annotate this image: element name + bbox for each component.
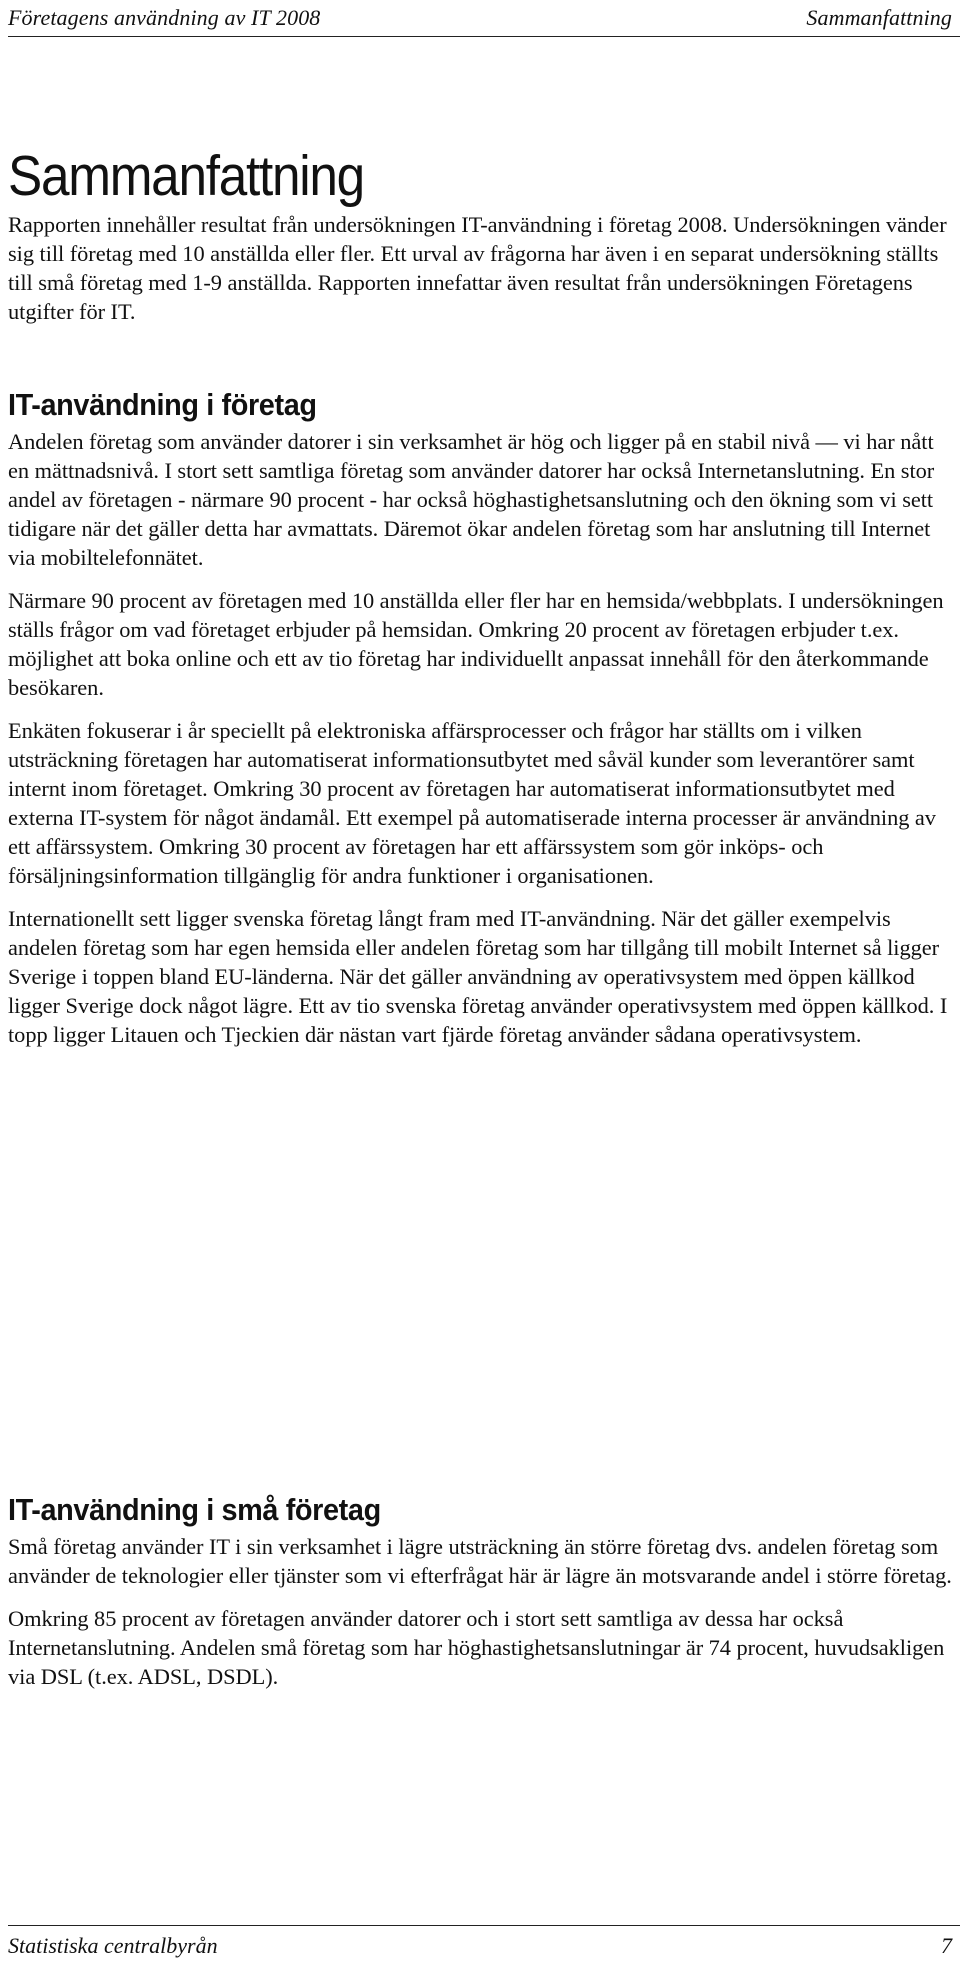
section-paragraph: Enkäten fokuserar i år speciellt på elektroniska affärsprocesser och frågor har ställts om i vilken utsträckning företagen har automatiserat informationsutbytet med såväl kunder som leverantörer samt internt inom företaget. Omkring 30 procent av företagen har automatiserat informationsutbytet med externa IT-system för något ändamål. Ett exempel på automatiserade interna processer är användning av ett affärssystem. Omkring 30 procent av företagen har ett affärssystem som gör inköps- och försäljningsinformation tillgänglig för andra funktioner i organisationen. <box>8 718 936 888</box>
section-paragraph: Internationellt sett ligger svenska företag långt fram med IT-användning. När det gäller exempelvis andelen företag som har egen hemsida eller andelen företag som har tillgång till mobilt Internet så ligger Sverige i toppen bland EU-länderna. När det gäller användning av operativsystem med öppen källkod ligger Sverige dock något lägre. Ett av tio svenska företag använder operativsystem med öppen källkod. I topp ligger Litauen och Tjeckien där nästan vart fjärde företag använder sådana operativsystem. <box>8 906 948 1047</box>
section-heading: IT-användning i företag <box>8 387 317 422</box>
section-paragraph: Andelen företag som använder datorer i sin verksamhet är hög och ligger på en stabil nivå — vi har nått en mättnadsnivå. I stort sett samtliga företag som använder datorer har också Internetanslutning. En stor andel av företagen - närmare 90 procent - har också höghastighetsanslutning och den ökning som vi sett tidigare när det gäller detta har avmattats. Däremot ökar andelen företag som har anslutning till Internet via mobiltelefonnätet. <box>8 429 935 570</box>
header-rule <box>8 36 960 37</box>
footer-publisher: Statistiska centralbyrån <box>8 1933 218 1958</box>
section-paragraph: Närmare 90 procent av företagen med 10 anställda eller fler har en hemsida/webbplats. I undersökningen ställs frågor om vad företaget erbjuder på hemsidan. Omkring 20 procent av företagen erbjuder t.ex. möjlighet att boka online och ett av tio företag har individuellt anpassat innehåll för den återkommande besökaren. <box>8 588 944 700</box>
running-header <box>8 0 952 36</box>
section-paragraph: Omkring 85 procent av företagen använder datorer och i stort sett samtliga av dessa har också Internetanslutning. Andelen små företag som har höghastighetsanslutningar är 74 procent, huvudsakligen via DSL (t.ex. ADSL, DSDL). <box>8 1606 945 1689</box>
footer-rule <box>8 1925 960 1926</box>
intro-section <box>8 210 960 326</box>
header-publication-title: Företagens användning av IT 2008 <box>8 5 321 30</box>
section-it-anvandning-foretag <box>8 388 960 1049</box>
intro-paragraph: Rapporten innehåller resultat från undersökningen IT-användning i företag 2008. Undersökningen vänder sig till företag med 10 anställda eller fler. Ett urval av frågorna har även i en separat undersökning ställts till små företag med 1-9 anställda. Rapporten innefattar även resultat från undersökningen Företagens utgifter för IT. <box>8 212 947 324</box>
section-it-anvandning-sma-foretag <box>8 1493 960 1691</box>
header-chapter-title: Sammanfattning <box>806 5 952 30</box>
running-footer <box>8 1928 952 1964</box>
page-title: Sammanfattning <box>8 144 364 208</box>
section-heading: IT-användning i små företag <box>8 1492 381 1527</box>
page-number: 7 <box>941 1933 952 1958</box>
section-paragraph: Små företag använder IT i sin verksamhet i lägre utsträckning än större företag dvs. andelen företag som använder de teknologier eller tjänster som vi efterfrågat här är lägre än motsvarande andel i större företag. <box>8 1534 952 1588</box>
